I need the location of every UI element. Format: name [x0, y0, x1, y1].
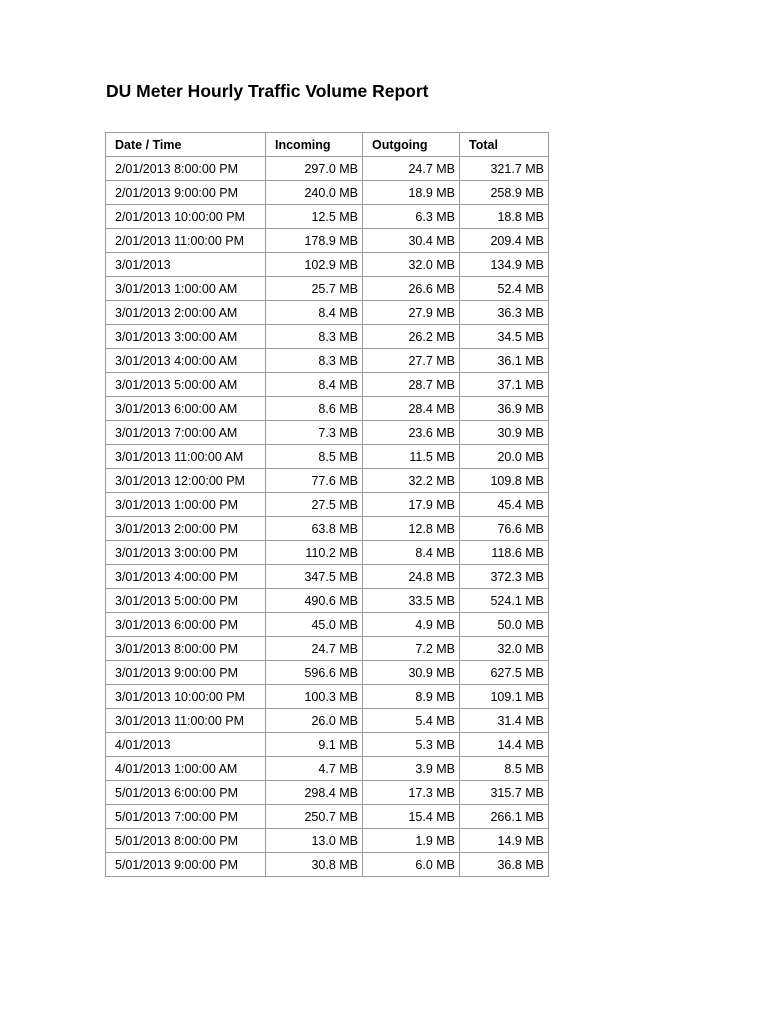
cell-incoming: 26.0 MB — [266, 709, 363, 733]
cell-total: 109.1 MB — [460, 685, 549, 709]
cell-outgoing: 32.0 MB — [363, 253, 460, 277]
cell-incoming: 490.6 MB — [266, 589, 363, 613]
table-row — [106, 853, 549, 877]
cell-date-time: 5/01/2013 7:00:00 PM — [106, 805, 266, 829]
cell-total: 14.9 MB — [460, 829, 549, 853]
cell-total: 18.8 MB — [460, 205, 549, 229]
cell-outgoing: 27.7 MB — [363, 349, 460, 373]
cell-total: 14.4 MB — [460, 733, 549, 757]
cell-incoming: 77.6 MB — [266, 469, 363, 493]
table-row — [106, 469, 549, 493]
table-row — [106, 493, 549, 517]
cell-total: 30.9 MB — [460, 421, 549, 445]
table-header — [106, 133, 549, 157]
cell-total: 8.5 MB — [460, 757, 549, 781]
cell-incoming: 63.8 MB — [266, 517, 363, 541]
cell-incoming: 8.4 MB — [266, 301, 363, 325]
cell-date-time: 3/01/2013 6:00:00 AM — [106, 397, 266, 421]
table-row — [106, 781, 549, 805]
cell-incoming: 298.4 MB — [266, 781, 363, 805]
cell-date-time: 3/01/2013 6:00:00 PM — [106, 613, 266, 637]
table-row — [106, 349, 549, 373]
cell-total: 37.1 MB — [460, 373, 549, 397]
cell-total: 34.5 MB — [460, 325, 549, 349]
cell-date-time: 3/01/2013 11:00:00 PM — [106, 709, 266, 733]
cell-incoming: 100.3 MB — [266, 685, 363, 709]
cell-incoming: 9.1 MB — [266, 733, 363, 757]
table-row — [106, 733, 549, 757]
table-row — [106, 421, 549, 445]
cell-date-time: 3/01/2013 5:00:00 PM — [106, 589, 266, 613]
table-body — [106, 157, 549, 877]
table-row — [106, 325, 549, 349]
cell-total: 36.3 MB — [460, 301, 549, 325]
table-row — [106, 661, 549, 685]
cell-incoming: 8.3 MB — [266, 349, 363, 373]
cell-outgoing: 6.3 MB — [363, 205, 460, 229]
cell-outgoing: 30.9 MB — [363, 661, 460, 685]
table-row — [106, 541, 549, 565]
cell-incoming: 102.9 MB — [266, 253, 363, 277]
cell-total: 109.8 MB — [460, 469, 549, 493]
cell-total: 36.9 MB — [460, 397, 549, 421]
table-row — [106, 373, 549, 397]
cell-total: 118.6 MB — [460, 541, 549, 565]
cell-date-time: 3/01/2013 7:00:00 AM — [106, 421, 266, 445]
table-row — [106, 277, 549, 301]
cell-outgoing: 15.4 MB — [363, 805, 460, 829]
traffic-table — [105, 132, 549, 877]
header-row — [106, 133, 549, 157]
cell-outgoing: 7.2 MB — [363, 637, 460, 661]
cell-total: 36.1 MB — [460, 349, 549, 373]
cell-total: 50.0 MB — [460, 613, 549, 637]
cell-date-time: 5/01/2013 6:00:00 PM — [106, 781, 266, 805]
cell-date-time: 3/01/2013 3:00:00 AM — [106, 325, 266, 349]
table-row — [106, 301, 549, 325]
cell-outgoing: 5.3 MB — [363, 733, 460, 757]
cell-date-time: 5/01/2013 8:00:00 PM — [106, 829, 266, 853]
cell-incoming: 4.7 MB — [266, 757, 363, 781]
cell-incoming: 347.5 MB — [266, 565, 363, 589]
cell-outgoing: 30.4 MB — [363, 229, 460, 253]
cell-total: 134.9 MB — [460, 253, 549, 277]
table-row — [106, 685, 549, 709]
table-row — [106, 709, 549, 733]
cell-incoming: 8.6 MB — [266, 397, 363, 421]
cell-total: 372.3 MB — [460, 565, 549, 589]
cell-date-time: 2/01/2013 10:00:00 PM — [106, 205, 266, 229]
cell-total: 627.5 MB — [460, 661, 549, 685]
cell-total: 266.1 MB — [460, 805, 549, 829]
cell-incoming: 8.4 MB — [266, 373, 363, 397]
cell-incoming: 250.7 MB — [266, 805, 363, 829]
cell-outgoing: 26.2 MB — [363, 325, 460, 349]
cell-total: 524.1 MB — [460, 589, 549, 613]
cell-outgoing: 6.0 MB — [363, 853, 460, 877]
cell-incoming: 45.0 MB — [266, 613, 363, 637]
cell-total: 45.4 MB — [460, 493, 549, 517]
cell-incoming: 24.7 MB — [266, 637, 363, 661]
table-row — [106, 829, 549, 853]
cell-outgoing: 8.9 MB — [363, 685, 460, 709]
cell-outgoing: 17.3 MB — [363, 781, 460, 805]
cell-date-time: 4/01/2013 — [106, 733, 266, 757]
table-row — [106, 205, 549, 229]
header-outgoing: Outgoing — [363, 133, 460, 157]
cell-total: 32.0 MB — [460, 637, 549, 661]
cell-incoming: 25.7 MB — [266, 277, 363, 301]
cell-date-time: 3/01/2013 10:00:00 PM — [106, 685, 266, 709]
table-row — [106, 157, 549, 181]
header-date-time: Date / Time — [106, 133, 266, 157]
cell-total: 76.6 MB — [460, 517, 549, 541]
cell-date-time: 2/01/2013 8:00:00 PM — [106, 157, 266, 181]
cell-outgoing: 27.9 MB — [363, 301, 460, 325]
cell-date-time: 4/01/2013 1:00:00 AM — [106, 757, 266, 781]
cell-outgoing: 8.4 MB — [363, 541, 460, 565]
cell-outgoing: 23.6 MB — [363, 421, 460, 445]
cell-incoming: 12.5 MB — [266, 205, 363, 229]
table-row — [106, 805, 549, 829]
cell-date-time: 3/01/2013 11:00:00 AM — [106, 445, 266, 469]
table-row — [106, 445, 549, 469]
cell-outgoing: 26.6 MB — [363, 277, 460, 301]
cell-date-time: 3/01/2013 1:00:00 AM — [106, 277, 266, 301]
cell-incoming: 240.0 MB — [266, 181, 363, 205]
table-row — [106, 229, 549, 253]
cell-date-time: 3/01/2013 8:00:00 PM — [106, 637, 266, 661]
cell-total: 36.8 MB — [460, 853, 549, 877]
cell-incoming: 8.5 MB — [266, 445, 363, 469]
header-total: Total — [460, 133, 549, 157]
cell-incoming: 178.9 MB — [266, 229, 363, 253]
cell-date-time: 3/01/2013 9:00:00 PM — [106, 661, 266, 685]
cell-outgoing: 4.9 MB — [363, 613, 460, 637]
cell-date-time: 3/01/2013 5:00:00 AM — [106, 373, 266, 397]
cell-incoming: 297.0 MB — [266, 157, 363, 181]
cell-total: 31.4 MB — [460, 709, 549, 733]
cell-date-time: 3/01/2013 1:00:00 PM — [106, 493, 266, 517]
header-incoming: Incoming — [266, 133, 363, 157]
cell-incoming: 27.5 MB — [266, 493, 363, 517]
cell-incoming: 13.0 MB — [266, 829, 363, 853]
cell-date-time: 3/01/2013 4:00:00 AM — [106, 349, 266, 373]
table-row — [106, 181, 549, 205]
cell-date-time: 2/01/2013 11:00:00 PM — [106, 229, 266, 253]
cell-outgoing: 28.7 MB — [363, 373, 460, 397]
cell-date-time: 3/01/2013 2:00:00 PM — [106, 517, 266, 541]
cell-outgoing: 5.4 MB — [363, 709, 460, 733]
table-row — [106, 613, 549, 637]
cell-date-time: 2/01/2013 9:00:00 PM — [106, 181, 266, 205]
report-title: DU Meter Hourly Traffic Volume Report — [106, 81, 429, 101]
cell-date-time: 5/01/2013 9:00:00 PM — [106, 853, 266, 877]
cell-total: 209.4 MB — [460, 229, 549, 253]
cell-total: 315.7 MB — [460, 781, 549, 805]
cell-outgoing: 33.5 MB — [363, 589, 460, 613]
cell-outgoing: 24.7 MB — [363, 157, 460, 181]
cell-outgoing: 3.9 MB — [363, 757, 460, 781]
cell-date-time: 3/01/2013 12:00:00 PM — [106, 469, 266, 493]
cell-outgoing: 11.5 MB — [363, 445, 460, 469]
cell-outgoing: 1.9 MB — [363, 829, 460, 853]
cell-incoming: 110.2 MB — [266, 541, 363, 565]
cell-date-time: 3/01/2013 3:00:00 PM — [106, 541, 266, 565]
table-row — [106, 565, 549, 589]
cell-outgoing: 28.4 MB — [363, 397, 460, 421]
table-row — [106, 589, 549, 613]
table-row — [106, 397, 549, 421]
cell-incoming: 30.8 MB — [266, 853, 363, 877]
cell-incoming: 8.3 MB — [266, 325, 363, 349]
cell-outgoing: 12.8 MB — [363, 517, 460, 541]
cell-outgoing: 24.8 MB — [363, 565, 460, 589]
cell-outgoing: 17.9 MB — [363, 493, 460, 517]
cell-total: 321.7 MB — [460, 157, 549, 181]
cell-outgoing: 18.9 MB — [363, 181, 460, 205]
cell-date-time: 3/01/2013 2:00:00 AM — [106, 301, 266, 325]
cell-date-time: 3/01/2013 — [106, 253, 266, 277]
cell-date-time: 3/01/2013 4:00:00 PM — [106, 565, 266, 589]
table-row — [106, 637, 549, 661]
cell-total: 52.4 MB — [460, 277, 549, 301]
cell-incoming: 596.6 MB — [266, 661, 363, 685]
cell-total: 20.0 MB — [460, 445, 549, 469]
table-row — [106, 517, 549, 541]
cell-total: 258.9 MB — [460, 181, 549, 205]
cell-outgoing: 32.2 MB — [363, 469, 460, 493]
cell-incoming: 7.3 MB — [266, 421, 363, 445]
table-row — [106, 757, 549, 781]
table-row — [106, 253, 549, 277]
